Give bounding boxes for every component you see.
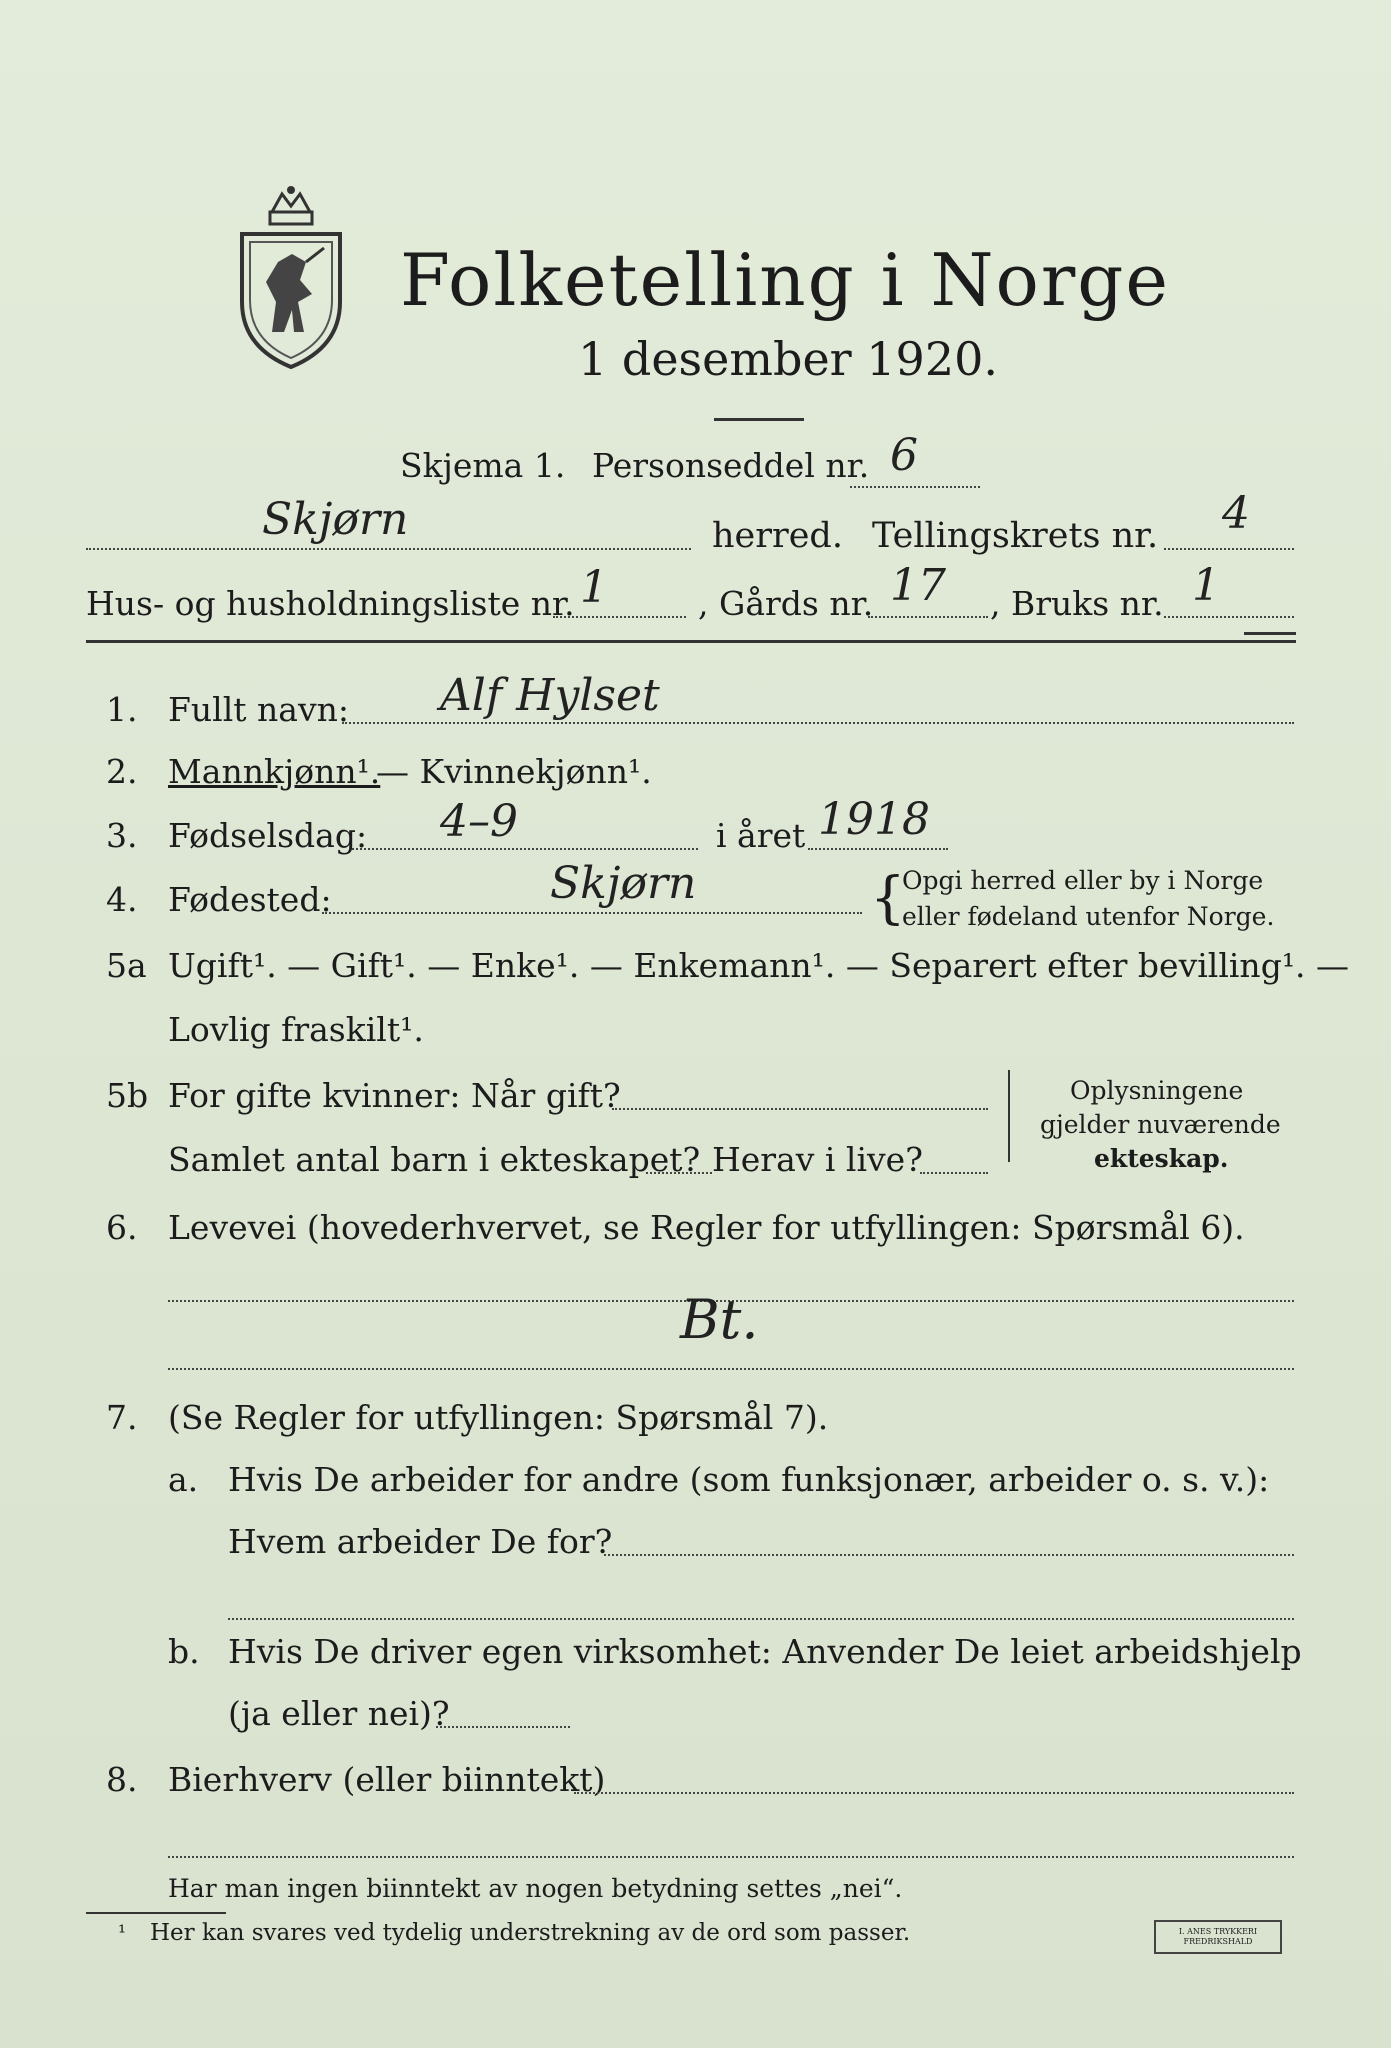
q7a-label: Hvis De arbeider for andre (som funksjonær, arbeider o. s. v.): <box>228 1460 1270 1499</box>
q5b-married-when-label: For gifte kvinner: Når gift? <box>168 1076 621 1115</box>
q5a-options-cont: Lovlig fraskilt¹. <box>168 1010 424 1049</box>
personseddel-field-line <box>850 486 980 488</box>
q5b-alive-label: Herav i live? <box>712 1140 923 1179</box>
q4-number: 4. <box>106 880 138 919</box>
coat-of-arms-icon <box>232 182 350 372</box>
q4-brace: { <box>870 866 906 931</box>
footnote-mark: ¹ <box>118 1920 127 1944</box>
q7a-employer-field-line2 <box>228 1618 1294 1620</box>
q5b-note-bracket <box>1008 1070 1010 1162</box>
q6-number: 6. <box>106 1208 138 1247</box>
q7b-label: Hvis De driver egen virksomhet: Anvender De leiet arbeidshjelp <box>228 1632 1302 1671</box>
gards-value: 17 <box>890 560 946 611</box>
printer-stamp-line2: FREDRIKSHALD <box>1183 1937 1253 1946</box>
tellingskrets-value: 4 <box>1222 488 1250 539</box>
footnote-rule <box>86 1912 226 1914</box>
q3-number: 3. <box>106 816 138 855</box>
page-title: Folketelling i Norge <box>400 238 1170 322</box>
q7a-employer-field-line <box>604 1554 1294 1556</box>
census-date: 1 desember 1920. <box>578 332 998 386</box>
schema-label: Skjema 1. <box>400 446 566 485</box>
q5b-note-line2: gjelder nuværende <box>1040 1110 1281 1139</box>
footnote-text: Her kan svares ved tydelig understrekning av de ord som passer. <box>150 1920 911 1946</box>
printer-stamp-line1: I. ANES TRYKKERI <box>1178 1927 1258 1936</box>
q4-value: Skjørn <box>550 858 697 909</box>
q5b-alive-field-line <box>920 1172 988 1174</box>
tellingskrets-field-line <box>1164 548 1294 550</box>
q7a-employer-label: Hvem arbeider De for? <box>228 1522 613 1561</box>
q3-year-value: 1918 <box>818 794 930 845</box>
q4-note-line1: Opgi herred eller by i Norge <box>902 866 1264 895</box>
tellingskrets-label: Tellingskrets nr. <box>872 516 1159 556</box>
q5b-children-field-line <box>646 1172 712 1174</box>
husliste-value: 1 <box>580 562 608 613</box>
q4-note-line2: eller fødeland utenfor Norge. <box>902 902 1275 931</box>
bruks-value: 1 <box>1192 560 1220 611</box>
herred-value: Skjørn <box>262 494 409 545</box>
herred-label: herred. <box>712 516 843 556</box>
q4-label: Fødested: <box>168 880 332 919</box>
personseddel-value: 6 <box>890 430 918 481</box>
q5b-note-line1: Oplysningene <box>1070 1076 1244 1105</box>
husliste-field-line <box>553 616 686 618</box>
q3-year-label: i året <box>716 816 806 855</box>
q1-number: 1. <box>106 690 138 729</box>
q2-number: 2. <box>106 752 138 791</box>
q2-female-option: — Kvinnekjønn¹. <box>376 752 652 791</box>
q7a-letter: a. <box>168 1460 199 1499</box>
q3-value: 4–9 <box>440 796 518 847</box>
q5b-number: 5b <box>106 1076 149 1115</box>
q8-field-line2 <box>168 1856 1294 1858</box>
q8-label: Bierhverv (eller biinntekt) <box>168 1760 606 1799</box>
q7b-letter: b. <box>168 1632 200 1671</box>
title-rule <box>714 418 804 421</box>
q7-number: 7. <box>106 1398 138 1437</box>
printer-stamp <box>1154 1920 1282 1954</box>
q1-value: Alf Hylset <box>440 670 660 721</box>
herred-field-line <box>86 548 691 550</box>
q6-label: Levevei (hovederhvervet, se Regler for utfyllingen: Spørsmål 6). <box>168 1208 1245 1247</box>
q6-value: Bt. <box>680 1288 759 1351</box>
q3-label: Fødselsdag: <box>168 816 368 855</box>
q4-field-line <box>322 912 862 914</box>
q2-male-option: Mannkjønn¹. <box>168 752 381 791</box>
q1-label: Fullt navn: <box>168 690 349 729</box>
q5b-children-label: Samlet antal barn i ekteskapet? <box>168 1140 701 1179</box>
q3-field-line <box>352 848 698 850</box>
q5b-married-when-field-line <box>612 1108 988 1110</box>
personseddel-label: Personseddel nr. <box>592 446 870 485</box>
q7b-help-field-line <box>436 1726 570 1728</box>
q8-number: 8. <box>106 1760 138 1799</box>
q5b-note-line3: ekteskap. <box>1094 1144 1229 1173</box>
q8-note: Har man ingen biinntekt av nogen betydning settes „nei“. <box>168 1874 903 1903</box>
q5a-options: Ugift¹. — Gift¹. — Enke¹. — Enkemann¹. — Separert efter bevilling¹. — <box>168 946 1350 985</box>
q7-label: (Se Regler for utfyllingen: Spørsmål 7). <box>168 1398 829 1437</box>
gards-field-line <box>868 616 988 618</box>
husliste-label: Hus- og husholdningsliste nr. <box>86 584 575 623</box>
bruks-field-line <box>1164 616 1294 618</box>
q5a-number: 5a <box>106 946 147 985</box>
q6-field-line2 <box>168 1368 1294 1370</box>
header-divider-accent <box>1244 632 1296 635</box>
q7b-help-label: (ja eller nei)? <box>228 1694 450 1733</box>
q3-year-field-line <box>808 848 948 850</box>
q8-field-line1 <box>574 1792 1294 1794</box>
gards-label: , Gårds nr. <box>698 584 874 623</box>
header-divider <box>86 640 1296 643</box>
q1-field-line <box>342 722 1294 724</box>
bruks-label: , Bruks nr. <box>990 584 1164 623</box>
